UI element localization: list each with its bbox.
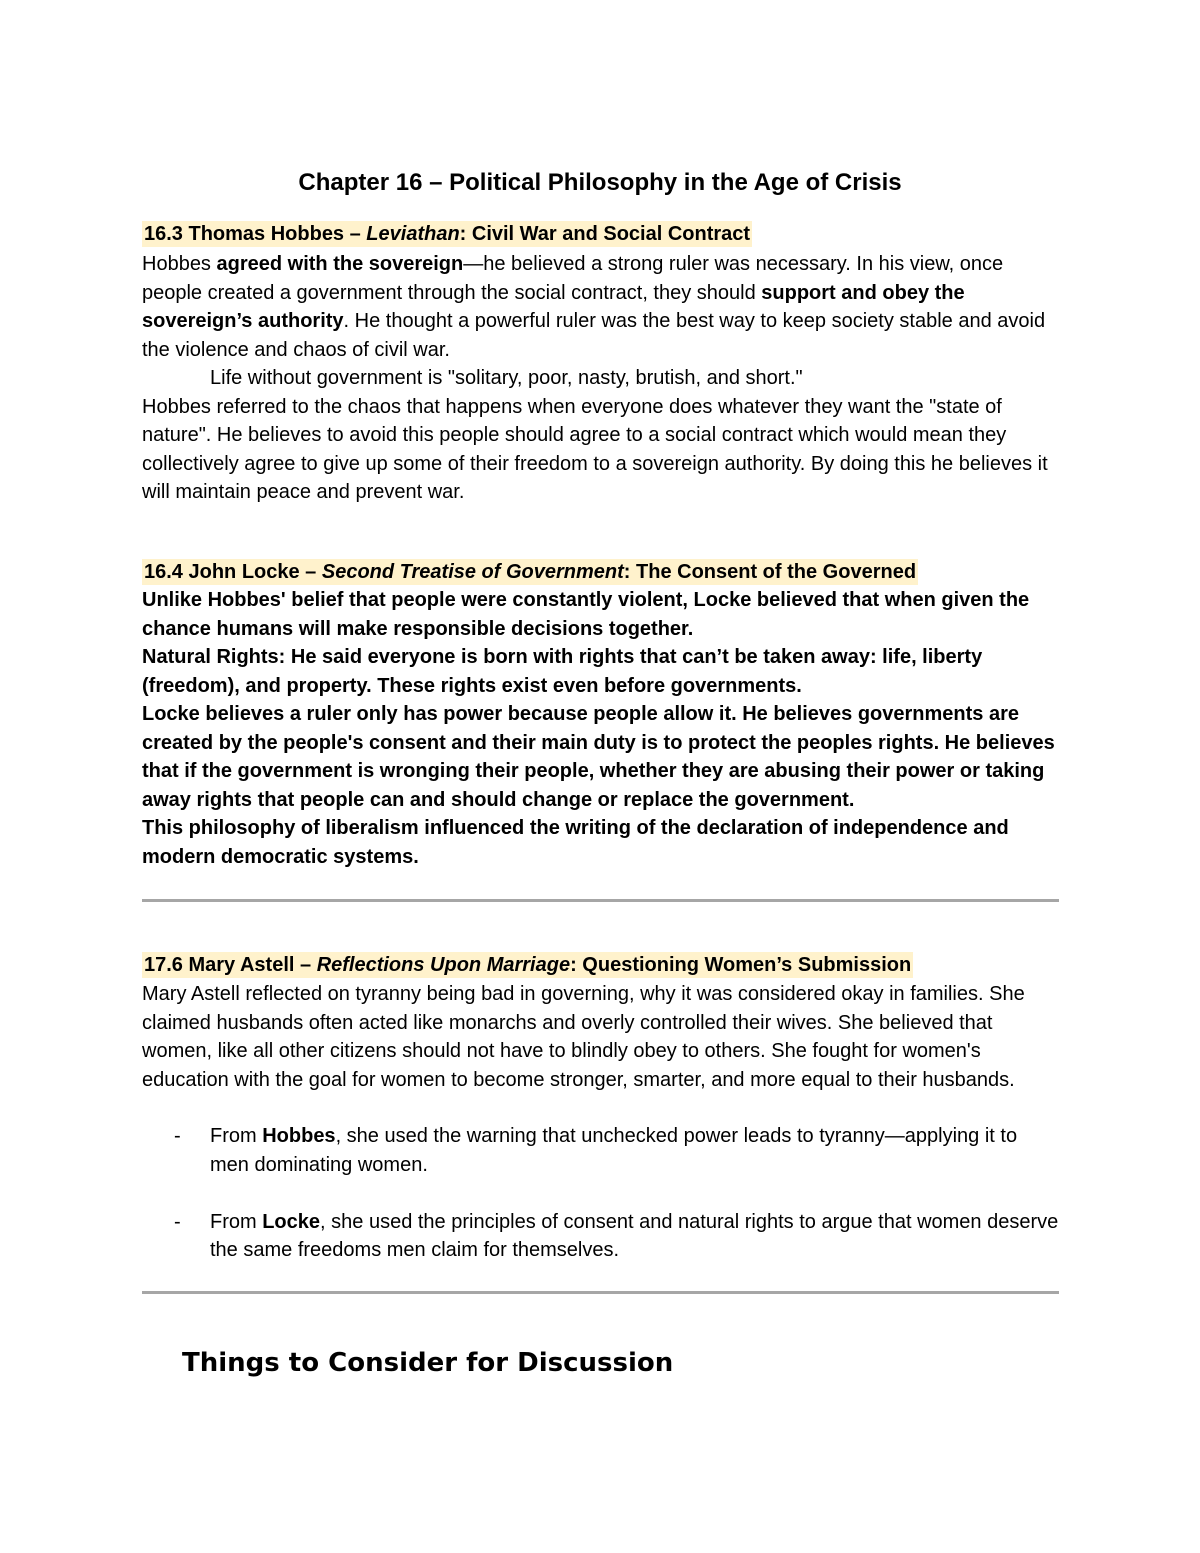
astell-paragraph-1: Mary Astell reflected on tyranny being bad in governing, why it was considered okay in families. She claimed husbands often acted like monarchs and overly controlled their wives. She believed that women, like all other citizens should not have to blindly obey to others. She fought for women's education with the goal for women to become stronger, smarter, and more equal to their husbands. [142,983,1025,1091]
bullet-1-text-b: , she used the warning that unchecked power leads to tyranny—applying it to men dominating women. [210,1125,1018,1176]
hobbes-p1-text-a: Hobbes [142,253,217,275]
astell-heading-title: Reflections Upon Marriage [316,954,571,976]
astell-body [142,980,1060,1094]
hobbes-paragraph-1 [142,250,1060,364]
bullet-marker: - [174,1125,181,1147]
locke-body [142,586,1060,871]
locke-heading [142,559,918,585]
locke-paragraph-4: This philosophy of liberalism influenced the writing of the declaration of independence and modern democratic systems. [142,817,1009,868]
locke-heading-title: Second Treatise of Government [321,561,624,583]
locke-heading-subtitle: : The Consent of the Governed [623,561,917,583]
section-divider-1 [142,899,1059,902]
hobbes-p1-bold-a: agreed with the sovereign [216,253,464,275]
hobbes-heading-title: Leviathan [366,223,460,245]
bullet-1-text-a: From [210,1125,263,1147]
hobbes-body [142,250,1060,507]
list-item [142,1122,1060,1179]
hobbes-heading-subtitle: : Civil War and Social Contract [459,223,751,245]
astell-bullet-list [142,1122,1060,1265]
astell-heading-subtitle: : Questioning Women’s Submission [570,954,912,976]
hobbes-quote: Life without government is "solitary, poor, nasty, brutish, and short." [210,367,803,389]
astell-heading [142,952,913,978]
locke-paragraph-1: Unlike Hobbes' belief that people were constantly violent, Locke believed that when given the chance humans will make responsible decisions together. [142,589,1030,640]
hobbes-heading-prefix: 16.3 Thomas Hobbes – [144,223,367,245]
locke-paragraph-3: Locke believes a ruler only has power because people allow it. He believes governments are created by the people's consent and their main duty is to protect the peoples rights. He believes that if the government is wronging their people, whether they are abusing their power or taking away rights that people can and should change or replace the government. [142,703,1055,811]
bullet-2-text-b: , she used the principles of consent and natural rights to argue that women deserve the same freedoms men claim for themselves. [210,1210,1059,1261]
bullet-2-bold: Locke [262,1210,321,1233]
bullet-marker: - [174,1210,181,1233]
hobbes-paragraph-2: Hobbes referred to the chaos that happens when everyone does whatever they want the "state of nature". He believes to avoid this people should agree to a social contract which would mean they collectively agree to give up some of their freedom to a sovereign authority. By doing this he believes it will maintain peace and prevent war. [142,395,1048,503]
bullet-1-bold: Hobbes [262,1125,336,1147]
bullet-2-text-a: From [210,1210,263,1233]
list-item [142,1208,1060,1265]
section-divider-2 [142,1291,1059,1294]
hobbes-p1-bold-b: support and obey the sovereign’s authority [142,281,965,332]
locke-heading-prefix: 16.4 John Locke – [144,561,322,583]
astell-heading-prefix: 17.6 Mary Astell – [144,954,317,976]
locke-paragraph-2: Natural Rights: He said everyone is born with rights that can’t be taken away: life, liberty (freedom), and property. These rights exist even before governments. [142,646,983,697]
hobbes-p1-text-c: . He thought a powerful ruler was the best way to keep society stable and avoid the violence and chaos of civil war. [142,310,1046,361]
page-title: Chapter 16 – Political Philosophy in the Age of Crisis [298,169,902,196]
hobbes-heading [142,221,752,247]
discussion-heading: Things to Consider for Discussion [182,1348,674,1378]
hobbes-p1-text-b: —he believed a strong ruler was necessary. In his view, once people created a government through the social contract, they should [142,253,1004,304]
